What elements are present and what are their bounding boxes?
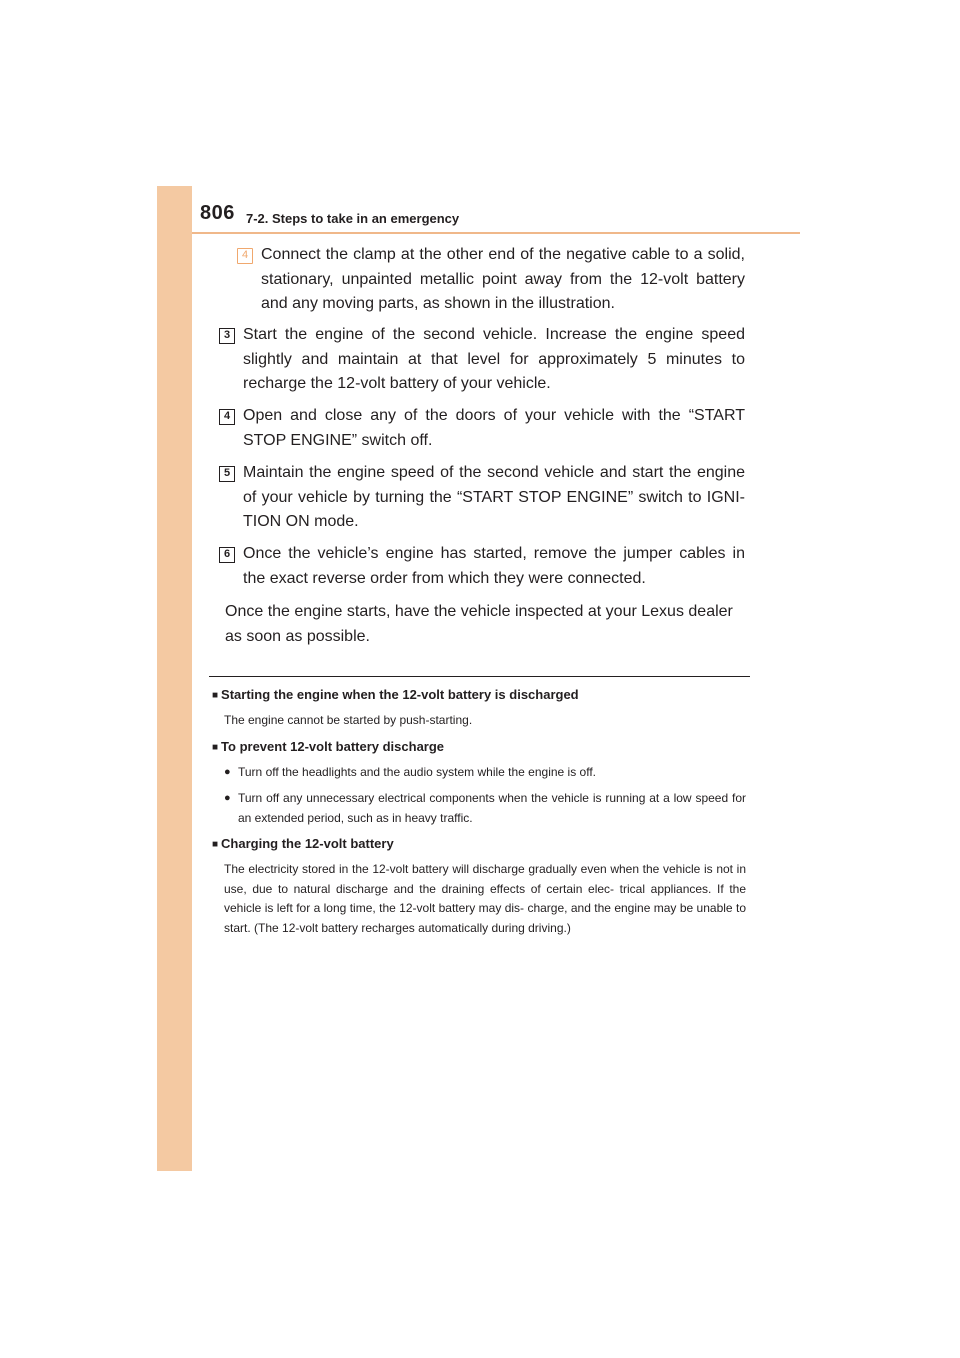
step-number-badge-4: 4: [219, 409, 235, 425]
note-heading-starting: ■ Starting the engine when the 12-volt battery is discharged: [212, 687, 579, 702]
step-text-5: Maintain the engine speed of the second vehicle and start the engine of your vehicle by turning the “START STOP ENGINE” switch to IGNI- TION ON mode.: [243, 464, 745, 530]
note-text-starting: The engine cannot be started by push-starting.: [224, 713, 473, 727]
header-rule: [192, 232, 800, 234]
bullet-item: ● Turn off any unnecessary electrical components when the vehicle is running at a low speed for an extended period, such as in heavy traffic.: [224, 791, 746, 825]
step-number-badge-6: 6: [219, 547, 235, 563]
step-number-badge-5: 5: [219, 466, 235, 482]
note-text-charging: The electricity stored in the 12-volt battery will discharge gradually even when the vehicle is not in use, due to natural discharge and the draining effects of certain elec- trical appliances. If the vehicle is left for a long time, the 12-volt battery may dis- charge, and the engine may be unable to start. (The 12-volt battery recharges automatically during driving.): [224, 862, 746, 935]
note-marker-icon: ■: [212, 742, 219, 753]
section-divider: [209, 676, 750, 677]
closing-paragraph: Once the engine starts, have the vehicle inspected at your Lexus dealer as soon as possible.: [225, 603, 733, 645]
note-marker-icon: ■: [212, 690, 219, 701]
page-number: 806: [200, 202, 235, 224]
bullet-dot-icon: ●: [224, 792, 231, 804]
step-text-3: Start the engine of the second vehicle. Increase the engine speed slightly and maintain at that level for approximately 5 minutes to recharge the 12-volt battery of your vehicle.: [243, 326, 745, 392]
note-heading-charging: ■ Charging the 12-volt battery: [212, 836, 394, 851]
page-side-tab: [157, 186, 192, 1171]
substep-text: Connect the clamp at the other end of the negative cable to a solid, stationary, unpainted metallic point away from the 12-volt battery and any moving parts, as shown in the illustration.: [261, 246, 745, 312]
step-text-4: Open and close any of the doors of your vehicle with the “START STOP ENGINE” switch off.: [243, 407, 745, 449]
note-marker-icon: ■: [212, 839, 219, 850]
bullet-item: ● Turn off the headlights and the audio system while the engine is off.: [224, 763, 746, 783]
step-number-badge-3: 3: [219, 328, 235, 344]
note-heading-prevent: ■ To prevent 12-volt battery discharge: [212, 739, 445, 754]
substep-number-badge: 4: [237, 248, 253, 264]
step-text-6: Once the vehicle’s engine has started, remove the jumper cables in the exact reverse order from which they were connected.: [243, 545, 745, 587]
section-title: 7-2. Steps to take in an emergency: [246, 211, 460, 226]
bullet-dot-icon: ●: [224, 766, 231, 778]
